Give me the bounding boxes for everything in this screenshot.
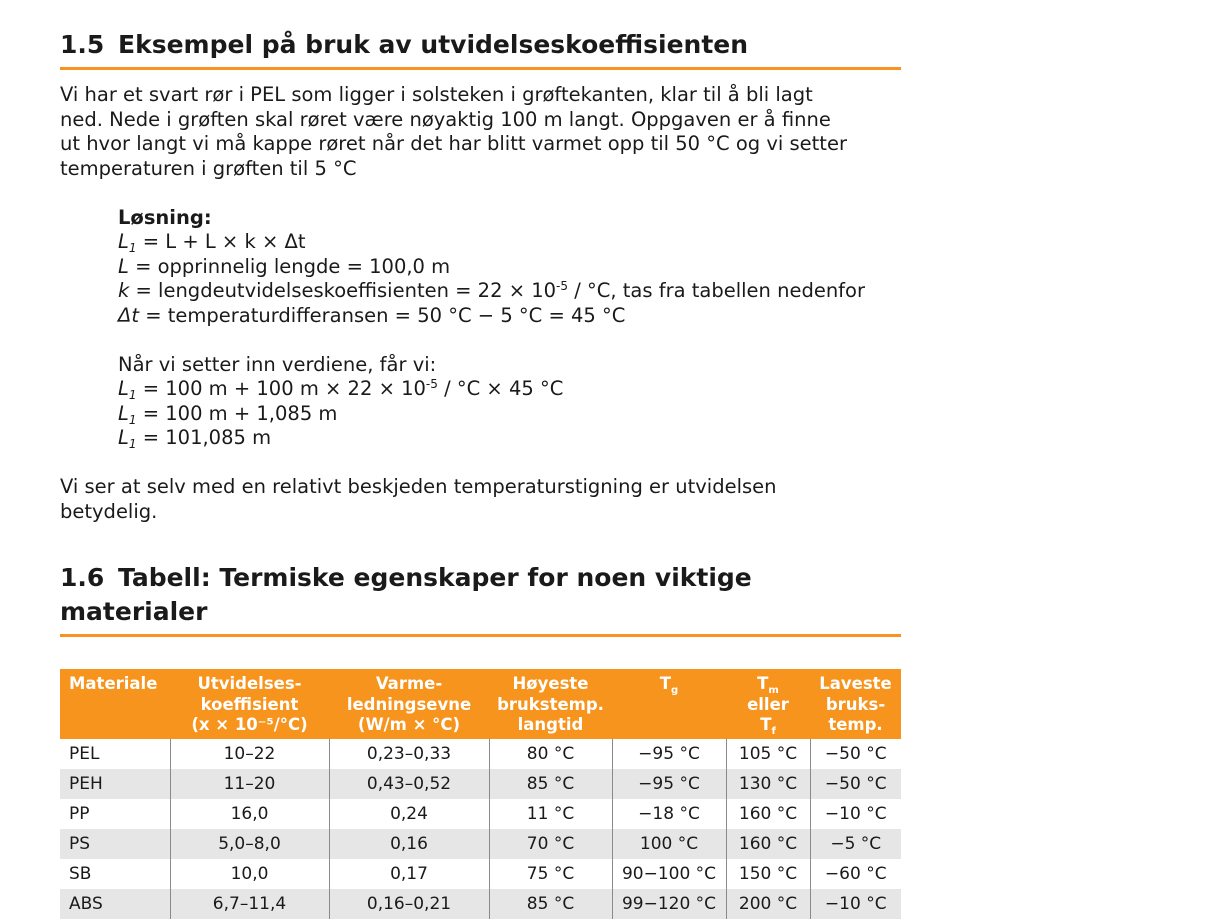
table-cell: 0,17 xyxy=(329,859,489,889)
table-cell: 16,0 xyxy=(170,799,329,829)
def-k-exponent: -5 xyxy=(556,279,569,293)
thermal-properties-table xyxy=(60,669,901,919)
table-cell: 100 °C xyxy=(612,829,726,859)
table-cell: PEH xyxy=(60,769,170,799)
header-conductivity: Varme- ledningsevne (W/m × °C) xyxy=(329,669,489,739)
table-cell: −95 °C xyxy=(612,739,726,769)
def-k-suffix: / °C, tas fra tabellen nedenfor xyxy=(568,279,865,302)
conclusion-paragraph: Vi ser at selv med en relativt beskjeden temperaturstigning er utvidelsen betydelig. xyxy=(60,475,777,523)
header-material: Materiale xyxy=(60,669,170,739)
table-cell: 90−100 °C xyxy=(612,859,726,889)
section-1-6-heading xyxy=(60,561,901,637)
calc2-text: = 100 m + 1,085 m xyxy=(142,401,338,425)
header-min-temp: Laveste bruks- temp. xyxy=(810,669,901,739)
section-number: 1.5 xyxy=(60,30,105,59)
table-cell: 85 °C xyxy=(489,889,612,919)
def-dt-text: = temperaturdifferansen = 50 °C − 5 °C = 45 °C xyxy=(145,303,626,327)
table-row xyxy=(60,769,901,799)
table-cell: 6,7–11,4 xyxy=(170,889,329,919)
table-cell: −60 °C xyxy=(810,859,901,889)
table-cell: −50 °C xyxy=(810,769,901,799)
table-cell: ABS xyxy=(60,889,170,919)
header-expansion: Utvidelses- koeffisient (x × 10⁻⁵/°C) xyxy=(170,669,329,739)
document-content xyxy=(60,28,901,919)
table-row xyxy=(60,799,901,829)
formula-line: $L_1 = L + L \times k \times \Delta t$ xyxy=(118,230,306,255)
table-cell: PS xyxy=(60,829,170,859)
table-cell: −95 °C xyxy=(612,769,726,799)
table-cell: 0,23–0,33 xyxy=(329,739,489,769)
solution-heading: Løsning: xyxy=(118,205,212,229)
table-cell: 0,24 xyxy=(329,799,489,829)
table-cell: 11 °C xyxy=(489,799,612,829)
calc1-text: = 100 m + 100 m × 22 × 10 xyxy=(142,377,426,400)
table-cell: −50 °C xyxy=(810,739,901,769)
table-cell: 105 °C xyxy=(726,739,810,769)
def-k-line: k = lengdeutvidelseskoeffisienten = $22 \times 10^{-5} / ^\circ C$, tas fra tabellen nedenfor xyxy=(118,279,865,302)
table-cell: 0,16 xyxy=(329,829,489,859)
section-1-5-heading xyxy=(60,28,901,70)
def-l-line: L = opprinnelig lengde = 100,0 m xyxy=(118,254,451,278)
table-row xyxy=(60,739,901,769)
table-cell: PEL xyxy=(69,743,100,764)
table-cell: −10 °C xyxy=(810,889,901,919)
insert-intro: Når vi setter inn verdiene, får vi: xyxy=(118,352,437,376)
table-cell: −18 °C xyxy=(612,799,726,829)
calc-line-2: $L_1 = 100$ m + 1,085 m xyxy=(118,401,338,427)
table-cell: −10 °C xyxy=(810,799,901,829)
table-row xyxy=(60,859,901,889)
calc3-text: = 101,085 m xyxy=(142,426,272,449)
header-max-temp: Høyeste brukstemp. langtid xyxy=(489,669,612,739)
formula-text: = L + L × k × Δt xyxy=(142,230,306,253)
intro-paragraph: Vi har et svart rør i PEL som ligger i solsteken i grøftekanten, klar til å bli lagt ned. Nede i grøften skal røret være nøyaktig 100 m langt. Oppgaven er å finne ut hvor langt vi må kappe røret når det har blitt varmet opp til 50 °C og vi setter temperaturen i grøften til 5 °C xyxy=(60,83,847,180)
table-cell: 80 °C xyxy=(489,739,612,769)
table-cell: 160 °C xyxy=(726,829,810,859)
section-title: Tabell: Termiske egenskaper for noen viktige materialer xyxy=(60,563,752,626)
table-cell: −5 °C xyxy=(810,829,901,859)
table-row xyxy=(60,829,901,859)
table-cell: 5,0–8,0 xyxy=(170,829,329,859)
table-row xyxy=(60,889,901,919)
table-cell: PP xyxy=(69,803,90,824)
table-cell: 11–20 xyxy=(170,769,329,799)
def-l-text: = opprinnelig lengde = 100,0 m xyxy=(135,254,451,278)
section-number: 1.6 xyxy=(60,563,105,592)
calc-line-3: $L_1 = 101,085$ m xyxy=(118,426,272,451)
table-cell: 99−120 °C xyxy=(612,889,726,919)
table-cell: 150 °C xyxy=(726,859,810,889)
table-cell: 200 °C xyxy=(726,889,810,919)
calc1-suffix: / °C × 45 °C xyxy=(437,377,564,400)
def-dt-line: Δt = temperaturdifferansen = 50 °C − 5 °C = 45 °C xyxy=(118,303,626,327)
table-body xyxy=(60,739,901,919)
header-tg: $T_g$ xyxy=(612,669,726,739)
section-title: Eksempel på bruk av utvidelseskoeffisienten xyxy=(118,30,749,59)
table-cell: 0,16–0,21 xyxy=(329,889,489,919)
table-header-row xyxy=(60,669,901,739)
table-cell: 130 °C xyxy=(726,769,810,799)
solution-block xyxy=(118,206,901,451)
table-cell: 0,43–0,52 xyxy=(329,769,489,799)
table-cell: 70 °C xyxy=(489,829,612,859)
table-cell: SB xyxy=(69,863,92,884)
calc1-exponent: -5 xyxy=(425,377,438,391)
table-cell: 10–22 xyxy=(170,739,329,769)
header-tm: $T_m$ eller $T_f$ xyxy=(726,669,810,739)
table-cell: 10,0 xyxy=(170,859,329,889)
table-cell: 75 °C xyxy=(489,859,612,889)
calc-line-1: $L_1 = 100$ m + 100 $m \times 22 \times 10^{-5} / ^\circ C \times 45$ °C xyxy=(118,377,564,402)
table-cell: 85 °C xyxy=(489,769,612,799)
def-k-text: = lengdeutvidelseskoeffisienten = 22 × 10 xyxy=(135,279,557,302)
table-cell: 160 °C xyxy=(726,799,810,829)
